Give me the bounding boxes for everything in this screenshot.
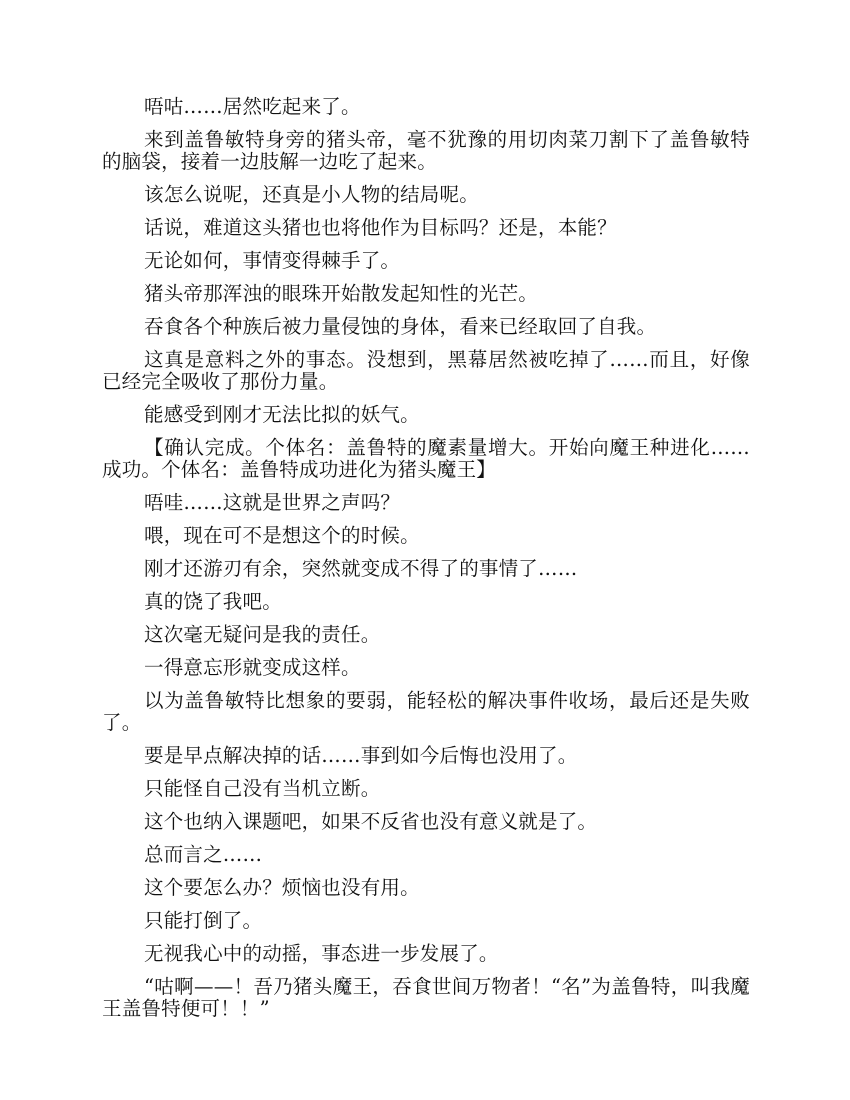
paragraph: 真的饶了我吧。 (144, 590, 282, 613)
paragraph: 刚才还游刃有余，突然就变成不得了的事情了…… (144, 557, 578, 580)
paragraph: 能感受到刚才无法比拟的妖气。 (144, 403, 420, 426)
paragraph: 唔咕……居然吃起来了。 (144, 95, 361, 118)
paragraph: 只能怪自己没有当机立断。 (144, 777, 381, 800)
paragraph: 这个要怎么办？烦恼也没有用。 (144, 876, 420, 899)
paragraph: 以为盖鲁敏特比想象的要弱，能轻松的解决事件收场，最后还是失败了。 (102, 689, 750, 734)
paragraph: “咕啊——！吾乃猪头魔王，吞食世间万物者！“名”为盖鲁特，叫我魔王盖鲁特便可！！” (102, 975, 750, 1020)
paragraph: 喂，现在可不是想这个的时候。 (144, 524, 420, 547)
paragraph: 只能打倒了。 (144, 909, 263, 932)
paragraph: 要是早点解决掉的话……事到如今后悔也没用了。 (144, 744, 578, 767)
paragraph: 该怎么说呢，还真是小人物的结局呢。 (144, 183, 479, 206)
paragraph: 无论如何，事情变得棘手了。 (144, 249, 401, 272)
paragraph: 这个也纳入课题吧，如果不反省也没有意义就是了。 (144, 810, 598, 833)
paragraph: 无视我心中的动摇，事态进一步发展了。 (144, 942, 499, 965)
paragraph: 吞食各个种族后被力量侵蚀的身体，看来已经取回了自我。 (144, 315, 657, 338)
paragraph: 一得意忘形就变成这样。 (144, 656, 361, 679)
paragraph: 话说，难道这头猪也也将他作为目标吗？还是，本能？ (144, 216, 617, 239)
paragraph: 猪头帝那浑浊的眼珠开始散发起知性的光芒。 (144, 282, 539, 305)
paragraph: 【确认完成。个体名：盖鲁特的魔素量增大。开始向魔王种进化……成功。个体名：盖鲁特成功进化为猪头魔王】 (102, 436, 750, 481)
paragraph: 这真是意料之外的事态。没想到，黑幕居然被吃掉了……而且，好像已经完全吸收了那份力量。 (102, 348, 750, 393)
paragraph: 来到盖鲁敏特身旁的猪头帝，毫不犹豫的用切肉菜刀割下了盖鲁敏特的脑袋，接着一边肢解一边吃了起来。 (102, 128, 750, 173)
document-body (102, 96, 750, 1031)
paragraph: 这次毫无疑问是我的责任。 (144, 623, 381, 646)
paragraph: 总而言之…… (144, 843, 263, 866)
paragraph: 唔哇……这就是世界之声吗？ (144, 491, 401, 514)
